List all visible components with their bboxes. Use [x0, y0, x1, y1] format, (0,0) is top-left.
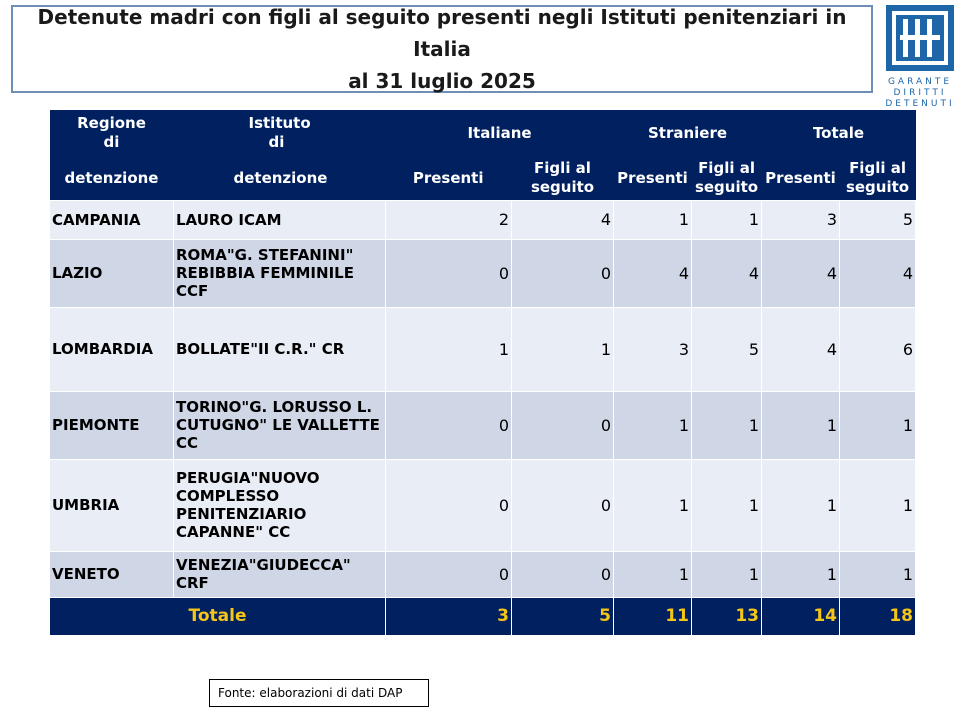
total-str-presenti: 11 [614, 597, 692, 635]
cell-str-figli: 1 [692, 200, 762, 239]
cell-str-presenti: 1 [614, 391, 692, 459]
data-table [49, 110, 916, 636]
cell-str-figli: 1 [692, 459, 762, 551]
cell-ita-figli: 0 [512, 551, 614, 597]
cell-tot-presenti: 1 [762, 459, 840, 551]
cell-ita-presenti: 0 [386, 391, 512, 459]
total-ita-figli: 5 [512, 597, 614, 635]
header-istituto-detenzione: detenzione [174, 156, 386, 200]
cell-ita-presenti: 0 [386, 459, 512, 551]
logo-text-line-1: GARANTE [887, 77, 953, 87]
header-str-presenti: Presenti [614, 156, 692, 200]
cell-istituto: TORINO"G. LORUSSO L. CUTUGNO" LE VALLETTE CC [174, 391, 386, 459]
source-note: Fonte: elaborazioni di dati DAP [209, 679, 429, 707]
cell-istituto: PERUGIA"NUOVO COMPLESSO PENITENZIARIO CAPANNE" CC [174, 459, 386, 551]
cell-str-presenti: 1 [614, 459, 692, 551]
cell-ita-figli: 4 [512, 200, 614, 239]
cell-istituto: LAURO ICAM [174, 200, 386, 239]
cell-tot-figli: 4 [840, 239, 916, 307]
cell-tot-figli: 1 [840, 551, 916, 597]
cell-regione: PIEMONTE [50, 391, 174, 459]
header-regione-label: Regione [77, 114, 146, 132]
header-regione-detenzione: detenzione [50, 156, 174, 200]
cell-ita-presenti: 2 [386, 200, 512, 239]
cell-str-figli: 1 [692, 551, 762, 597]
cell-str-presenti: 4 [614, 239, 692, 307]
table-row [50, 200, 916, 239]
cell-ita-presenti: 0 [386, 551, 512, 597]
cell-ita-figli: 0 [512, 391, 614, 459]
cell-str-figli: 1 [692, 391, 762, 459]
cell-tot-figli: 1 [840, 391, 916, 459]
cell-str-presenti: 3 [614, 307, 692, 391]
cell-regione: CAMPANIA [50, 200, 174, 239]
header-tot-presenti: Presenti [762, 156, 840, 200]
cell-istituto: VENEZIA"GIUDECCA" CRF [174, 551, 386, 597]
page-title-line-1: Detenute madri con figli al seguito presenti negli Istituti penitenziari in Italia [37, 5, 847, 61]
header-totale: Totale [762, 110, 916, 156]
total-ita-presenti: 3 [386, 597, 512, 635]
cell-str-presenti: 1 [614, 200, 692, 239]
cell-regione: UMBRIA [50, 459, 174, 551]
cell-tot-presenti: 3 [762, 200, 840, 239]
header-istituto-top [174, 110, 386, 156]
cell-tot-figli: 6 [840, 307, 916, 391]
table-row [50, 307, 916, 391]
cell-str-presenti: 1 [614, 551, 692, 597]
table-row [50, 239, 916, 307]
total-label: Totale [50, 597, 386, 635]
logo-text-line-3: DETENUTI [885, 99, 955, 109]
logo-text-line-2: DIRITTI [893, 88, 947, 98]
header-tot-figli: Figli al seguito [840, 156, 916, 200]
cell-tot-presenti: 4 [762, 239, 840, 307]
total-str-figli: 13 [692, 597, 762, 635]
cell-regione: VENETO [50, 551, 174, 597]
cell-tot-figli: 5 [840, 200, 916, 239]
title-box [11, 5, 873, 93]
header-row-2 [50, 156, 916, 200]
table-row [50, 459, 916, 551]
cell-istituto: ROMA"G. STEFANINI" REBIBBIA FEMMINILE CCF [174, 239, 386, 307]
cell-tot-presenti: 1 [762, 551, 840, 597]
cell-tot-presenti: 4 [762, 307, 840, 391]
cell-regione: LAZIO [50, 239, 174, 307]
total-tot-presenti: 14 [762, 597, 840, 635]
header-regione-di: di [103, 133, 120, 151]
header-istituto-di: di [268, 133, 285, 151]
total-row [50, 597, 916, 635]
cell-ita-figli: 0 [512, 459, 614, 551]
cell-tot-figli: 1 [840, 459, 916, 551]
cell-regione: LOMBARDIA [50, 307, 174, 391]
header-regione-top [50, 110, 174, 156]
table-row [50, 551, 916, 597]
header-ita-figli: Figli al seguito [512, 156, 614, 200]
header-row-1 [50, 110, 916, 156]
total-tot-figli: 18 [840, 597, 916, 635]
header-straniere: Straniere [614, 110, 762, 156]
cell-ita-figli: 1 [512, 307, 614, 391]
cell-ita-presenti: 0 [386, 239, 512, 307]
cell-str-figli: 5 [692, 307, 762, 391]
header-italiane: Italiane [386, 110, 614, 156]
cell-str-figli: 4 [692, 239, 762, 307]
cell-ita-presenti: 1 [386, 307, 512, 391]
page-title-line-2: al 31 luglio 2025 [348, 69, 536, 93]
logo-emblem-icon [882, 3, 958, 75]
header-ita-presenti: Presenti [386, 156, 512, 200]
header-str-figli: Figli al seguito [692, 156, 762, 200]
table-row [50, 391, 916, 459]
cell-ita-figli: 0 [512, 239, 614, 307]
cell-tot-presenti: 1 [762, 391, 840, 459]
header-istituto-label: Istituto [248, 114, 311, 132]
garante-logo [882, 3, 958, 109]
cell-istituto: BOLLATE"II C.R." CR [174, 307, 386, 391]
